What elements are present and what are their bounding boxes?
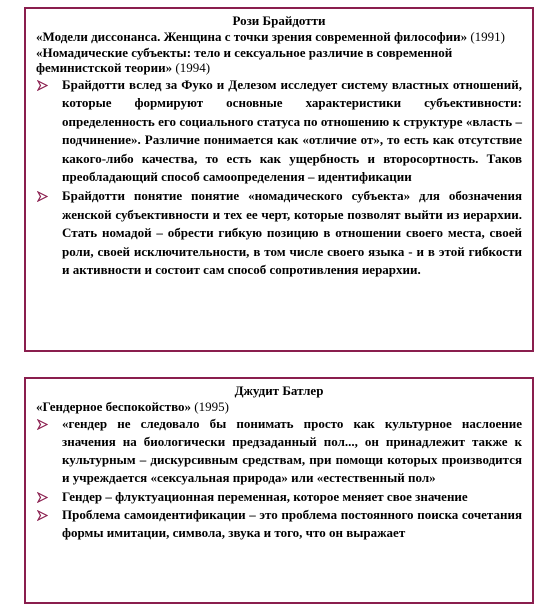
list-item bbox=[36, 76, 522, 188]
work-title bbox=[36, 45, 522, 76]
list-item bbox=[36, 187, 522, 280]
butler-card bbox=[24, 377, 534, 604]
list-item bbox=[36, 506, 522, 543]
braidotti-card bbox=[24, 7, 534, 352]
list-item bbox=[36, 488, 522, 506]
bullet-list bbox=[36, 415, 522, 543]
list-item-text: «гендер не следовало бы понимать просто как культурное наслоение значения на биологически предзаданный пол..., он принадлежит также к культурным – дискурсивным средствам, при помощи которых производится и учреждается «сексуальная природа» или «естественный пол» bbox=[62, 415, 522, 486]
work-title-text: «Модели диссонанса. Женщина с точки зрения современной философии» bbox=[36, 29, 468, 44]
work-title-text: «Гендерное беспокойство» bbox=[36, 399, 192, 414]
list-item-text: Проблема самоидентификации – это проблема постоянного поиска сочетания формы имитации, символа, звука и того, что он выражает bbox=[62, 506, 522, 541]
list-item bbox=[36, 415, 522, 488]
arrow-bullet-icon bbox=[37, 419, 48, 430]
arrow-bullet-icon bbox=[37, 510, 48, 521]
work-year: (1995) bbox=[194, 399, 229, 414]
author-name: Рози Брайдотти bbox=[232, 13, 326, 28]
arrow-bullet-icon bbox=[37, 492, 48, 503]
work-title bbox=[36, 399, 522, 415]
author-name: Джудит Батлер bbox=[234, 383, 324, 398]
list-item-text: Брайдотти вслед за Фуко и Делезом исследует систему властных отношений, которые формируют основные характеристики субъективности: определенность его социального статуса по отношению к структуре «власть – подчинение». Различие понимается как «отличие от», то есть как отсутствие какого-либо качества, то есть как ущербность и второсортность. Таков преобладающий способ самоопределения – идентификации bbox=[62, 76, 522, 185]
bullet-list bbox=[36, 76, 522, 281]
list-item-text: Гендер – флуктуационная переменная, которое меняет свое значение bbox=[62, 488, 468, 504]
work-year: (1994) bbox=[175, 60, 211, 75]
work-title-text: «Номадические субъекты: тело и сексуальное различие в современной феминистской теории» bbox=[36, 44, 453, 75]
arrow-bullet-icon bbox=[37, 191, 48, 202]
arrow-bullet-icon bbox=[37, 80, 48, 91]
work-year: (1991) bbox=[470, 29, 505, 44]
list-item-text: Брайдотти понятие понятие «номадического субъекта» для обозначения женской субъективности и тех ее черт, которые позволят выйти из иерархии. Стать номадой – обрести гибкую позицию в отношении своего места, своей роли, своей исключительности, в том числе своего языка - и в этой гибкости и активности и состоит сам способ сопротивления иерархии. bbox=[62, 188, 522, 278]
work-title bbox=[36, 29, 522, 45]
